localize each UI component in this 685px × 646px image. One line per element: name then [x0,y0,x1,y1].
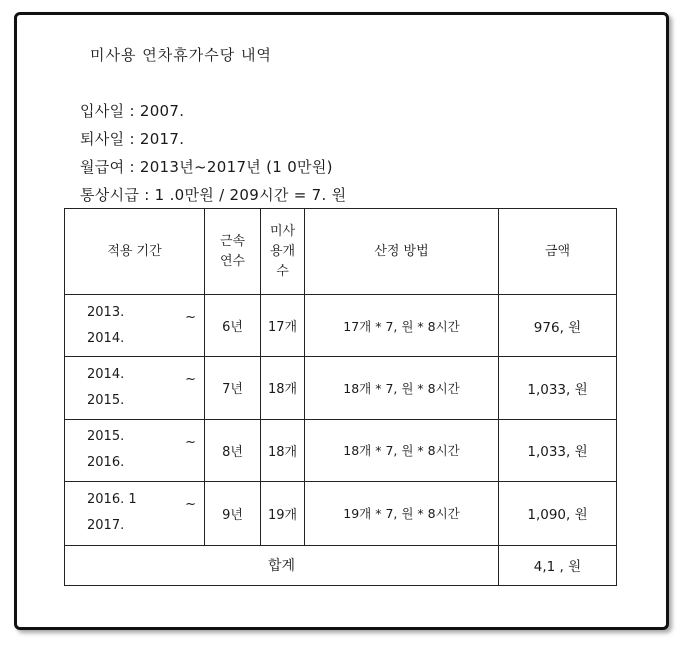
period-end: 2016. [87,455,125,471]
header-period: 적용 기간 [65,209,205,295]
join-date-label: 입사일 : [80,102,140,120]
unused-cell: 18개 [261,419,305,481]
table-row [65,295,617,357]
years-cell: 8년 [205,419,261,481]
period-start: 2013. [87,304,125,320]
amount-cell: 1,033, 원 [499,357,617,419]
header-years [205,209,261,295]
header-row [65,209,617,295]
unused-cell: 19개 [261,481,305,545]
method-cell: 18개 * 7, 원 * 8시간 [305,357,499,419]
total-amount: 4,1 , 원 [499,545,617,585]
period-end: 2015. [87,392,125,408]
monthly-pay-value: 2013년~2017년 (1 0만원) [139,158,333,176]
total-row [65,545,617,585]
header-amount: 금액 [499,209,617,295]
join-date-line [80,100,184,121]
period-tilde: ~ [185,310,196,326]
period-cell [65,357,205,419]
join-date-value: 2007. [139,102,185,120]
leave-pay-table-wrap [64,208,616,586]
header-unused-text: 미사 용개 수 [269,223,296,279]
years-cell: 6년 [205,295,261,357]
unused-cell: 18개 [261,357,305,419]
period-tilde: ~ [185,434,196,450]
monthly-pay-label: 월급여 : [80,158,140,176]
period-end: 2017. [87,518,125,534]
amount-cell: 1,090, 원 [499,481,617,545]
hourly-wage-value: 1 .0만원 / 209시간 = 7. 원 [154,186,347,204]
table-row [65,481,617,545]
table-row [65,419,617,481]
method-cell: 18개 * 7, 원 * 8시간 [305,419,499,481]
leave-pay-table [64,208,617,586]
leave-date-value: 2017. [139,130,185,148]
method-cell: 19개 * 7, 원 * 8시간 [305,481,499,545]
period-start: 2014. [87,366,125,382]
period-tilde: ~ [185,496,196,512]
amount-cell: 1,033, 원 [499,419,617,481]
years-cell: 7년 [205,357,261,419]
header-years-text: 근속 연수 [219,233,246,269]
monthly-pay-line [80,156,333,177]
years-cell: 9년 [205,481,261,545]
period-end: 2014. [87,330,125,346]
total-label: 합계 [65,545,499,585]
amount-cell: 976, 원 [499,295,617,357]
period-start: 2015. [87,429,125,445]
unused-cell: 17개 [261,295,305,357]
hourly-wage-label: 통상시급 : [80,186,155,204]
leave-date-line [80,128,184,149]
hourly-wage-line [80,184,346,205]
period-cell [65,295,205,357]
period-tilde: ~ [185,372,196,388]
period-cell [65,481,205,545]
table-row [65,357,617,419]
method-cell: 17개 * 7, 원 * 8시간 [305,295,499,357]
leave-date-label: 퇴사일 : [80,130,140,148]
header-unused [261,209,305,295]
document-title: 미사용 연차휴가수당 내역 [90,46,272,64]
period-cell [65,419,205,481]
period-start: 2016. 1 [87,492,137,508]
header-method: 산정 방법 [305,209,499,295]
